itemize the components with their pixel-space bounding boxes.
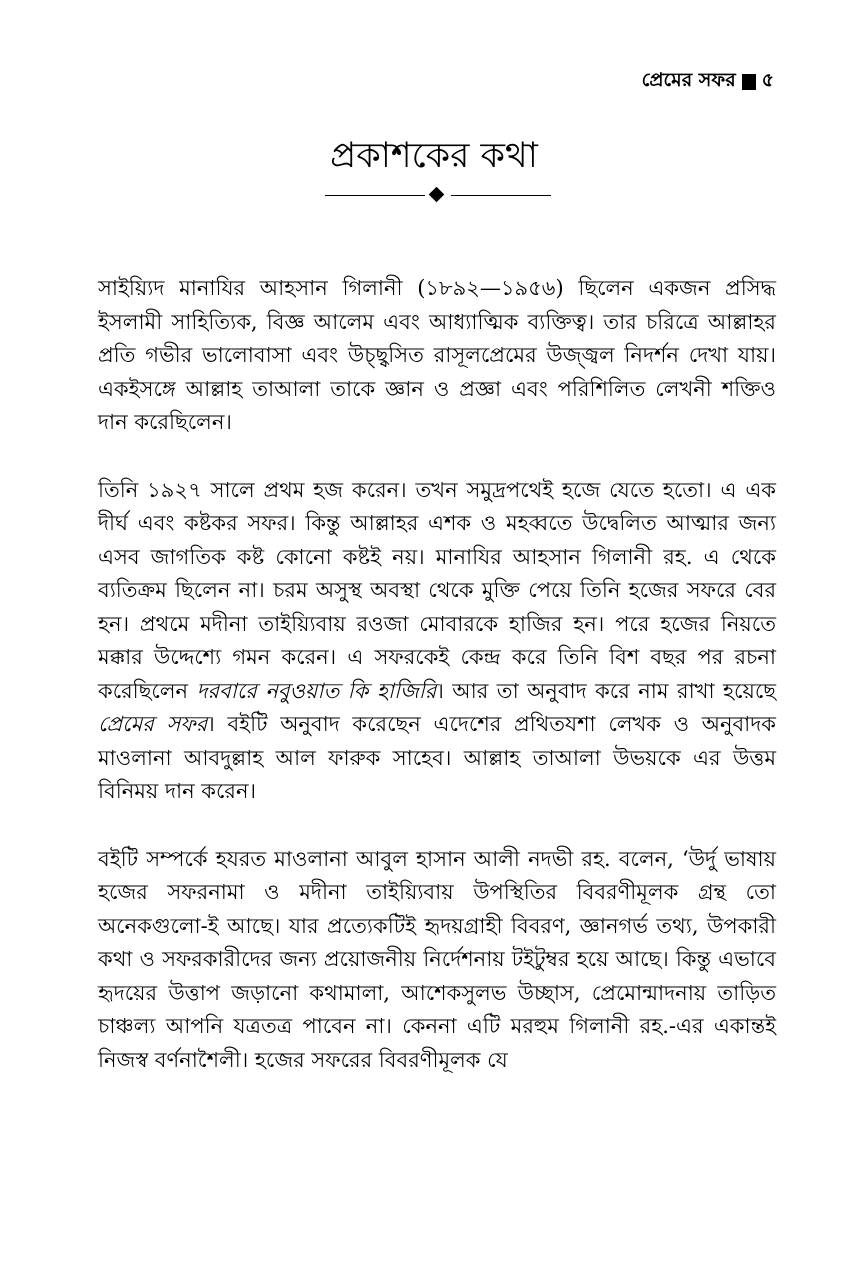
page-title: প্রকাশকের কথা (330, 136, 538, 176)
paragraph-3: বইটি সম্পর্কে হযরত মাওলানা আবুল হাসান আলী নদভী রহ. বলেন, ‘উর্দু ভাষায় হজের সফরনামা ও মদীনা তাইয়্যিবায় উপস্থিতির বিবরণীমূলক গ্রন্থ তো অনেকগুলো-ই আছে। যার প্রত্যেকটিই হৃদয়গ্রাহী বিবরণ, জ্ঞানগর্ভ তথ্য, উপকারী কথা ও সফরকারীদের জন্য প্রয়োজনীয় নির্দেশনায় টইটুম্বর হয়ে আছে। কিন্তু এভাবে হৃদয়ের উত্তাপ জড়ানো কথামালা, আশেকসুলভ উচ্ছাস, প্রেমোন্মাদনায় তাড়িত চাঞ্চল্য আপনি যত্রতত্র পাবেন না। কেননা এটি মরহুম গিলানী রহ.-এর একান্তই নিজস্ব বর্ণনাশৈলী। হজের সফরের বিবরণীমূলক যে (98, 846, 776, 1072)
paragraph-2-part-1: তিনি ১৯২৭ সালে প্রথম হজ করেন। তখন সমুদ্রপথেই হজে যেতে হতো। এ এক দীর্ঘ এবং কষ্টকর সফর। কিন্তু আল্লাহর এশক ও মহব্বতে উদ্বেলিত আত্মার জন্য এসব জাগতিক কষ্ট কোনো কষ্টই নয়। মানাযির আহসান গিলানী রহ. এ থেকে ব্যতিক্রম ছিলেন না। চরম অসুস্থ অবস্থা থেকে মুক্তি পেয়ে তিনি হজের সফরে বের হন। প্রথমে মদীনা তাইয়্যিবায় রওজা মোবারকে হাজির হন। পরে হজের নিয়তে মক্কার উদ্দেশ্যে গমন করেন। এ সফরকেই কেন্দ্র করে তিনি বিশ বছর পর রচনা করেছিলেন (98, 477, 776, 703)
page-number: ৫ (761, 69, 774, 91)
paragraph-2-part-3: । বইটি অনুবাদ করেছেন এদেশের প্রথিতযশা লেখক ও অনুবাদক মাওলানা আবদুল্লাহ আল ফারুক সাহেব। আল্লাহ তাআলা উভয়কে এর উত্তম বিনিময় দান করেন। (98, 712, 776, 803)
title-divider (325, 186, 551, 206)
divider-rule-left (325, 195, 425, 196)
paragraph-1: সাইয়্যিদ মানাযির আহসান গিলানী (১৮৯২—১৯৫৬) ছিলেন একজন প্রসিদ্ধ ইসলামী সাহিত্যিক, বিজ্ঞ আলেম এবং আধ্যাত্মিক ব্যক্তিত্ব। তার চরিত্রে আল্লাহর প্রতি গভীর ভালোবাসা এবং উচ্ছ্বসিত রাসূলপ্রেমের উজ্জ্বল নিদর্শন দেখা যায়। একইসঙ্গে আল্লাহ তাআলা তাকে জ্ঞান ও প্রজ্ঞা এবং পরিশিলিত লেখনী শক্তিও দান করেছিলেন। (98, 276, 776, 434)
square-ornament-icon (742, 74, 756, 90)
translated-book-title: প্রেমের সফর (98, 712, 208, 736)
running-head-book-title: প্রেমের সফর (641, 69, 736, 91)
original-book-title: দরবারে নবুওয়াত কি হাজিরি (196, 678, 437, 703)
paragraph-2 (98, 474, 776, 809)
running-head (642, 66, 774, 98)
divider-rule-right (451, 195, 551, 196)
diamond-icon (429, 187, 445, 203)
body-text (98, 272, 776, 1111)
paragraph-2-part-2: । আর তা অনুবাদ করে নাম রাখা হয়েছে (436, 678, 777, 703)
